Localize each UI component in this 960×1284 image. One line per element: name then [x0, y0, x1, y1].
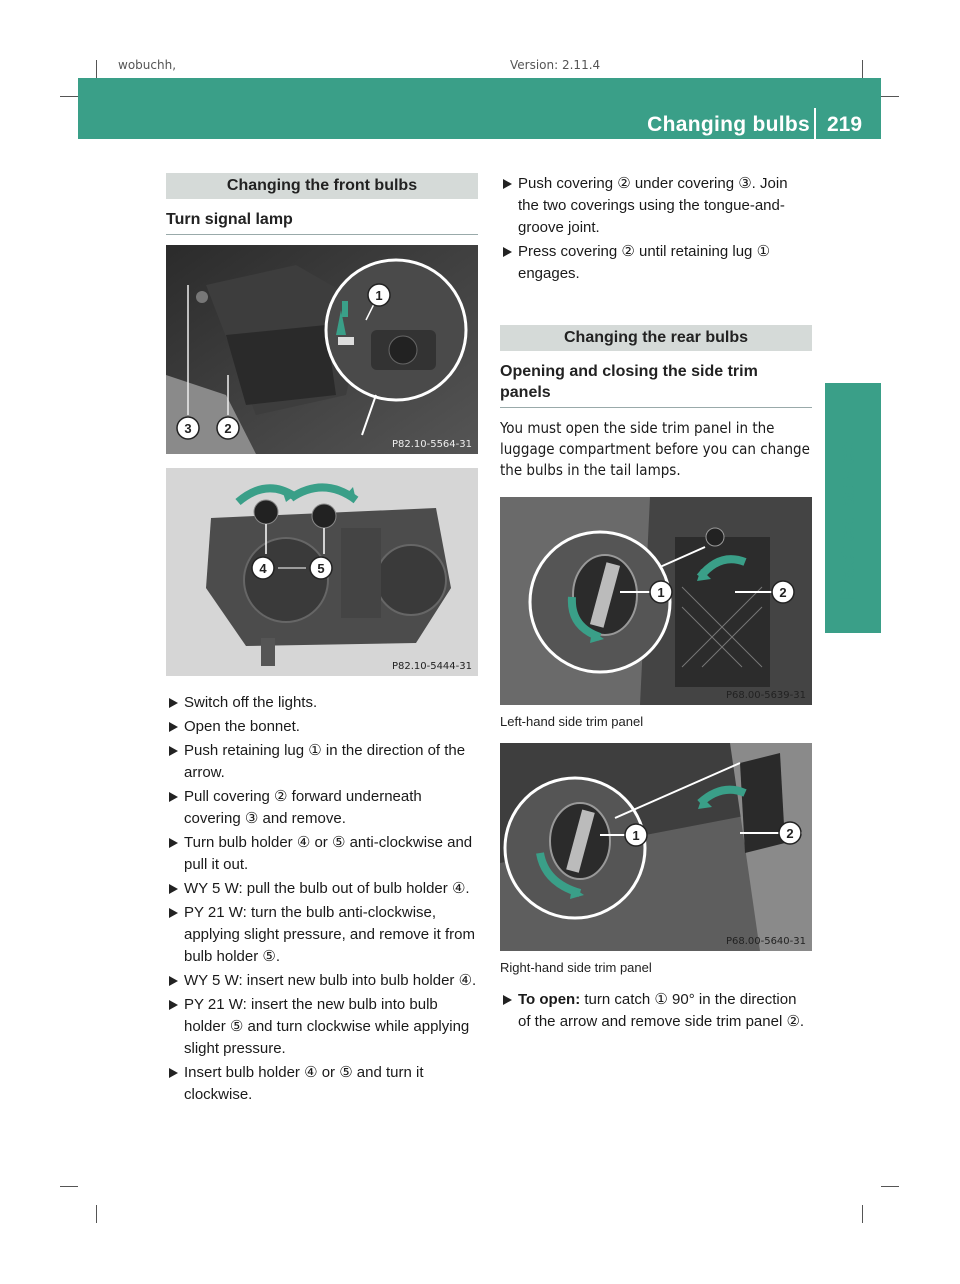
step-text: turn catch ① 90° in the direction of the arrow and remove side trim panel ②. — [518, 991, 805, 1030]
step-item: Push covering ② under covering ③. Join the two coverings using the tongue-and-groove joint. — [500, 173, 812, 239]
step-item: Press covering ② until retaining lug ① engages. — [500, 241, 812, 285]
callout-1: 1 — [632, 828, 640, 843]
open-trim-steps — [500, 989, 812, 1033]
figure-right-trim-panel — [500, 743, 812, 951]
section-heading-rear-bulbs: Changing the rear bulbs — [500, 325, 812, 351]
side-tab-label: Practical advice — [836, 441, 859, 600]
figure-bulb-holders — [166, 468, 478, 676]
print-meta-left: wobuchh, — [118, 58, 177, 72]
step-label: To open: — [518, 991, 581, 1008]
engine-bay-illustration — [166, 245, 478, 454]
figure-retaining-lug — [166, 245, 478, 454]
step-item: PY 21 W: insert the new bulb into bulb holder ⑤ and turn clockwise while applying slight pressure. — [166, 994, 478, 1060]
front-bulb-steps — [166, 692, 478, 1106]
intro-paragraph: You must open the side trim panel in the luggage compartment before you can change the bulbs in the tail lamps. — [500, 419, 810, 479]
step-item: PY 21 W: turn the bulb anti-clockwise, applying slight pressure, and remove it from bulb holder ⑤. — [166, 902, 478, 968]
step-item: Insert bulb holder ④ or ⑤ and turn it clockwise. — [166, 1062, 478, 1106]
crop-mark — [60, 1186, 78, 1187]
figure-code: P68.00-5640-31 — [725, 936, 806, 947]
crop-mark — [862, 60, 863, 78]
figure-left-trim-panel — [500, 497, 812, 705]
section-heading-front-bulbs: Changing the front bulbs — [166, 173, 478, 199]
crop-mark — [96, 60, 97, 78]
step-item: Open the bonnet. — [166, 716, 478, 738]
right-column — [500, 173, 812, 1035]
callout-2: 2 — [786, 826, 794, 841]
subheading-turn-signal: Turn signal lamp — [166, 209, 478, 235]
figure-code: P82.10-5444-31 — [391, 661, 472, 672]
callout-1: 1 — [657, 585, 665, 600]
callout-4: 4 — [259, 561, 267, 576]
header-separator — [814, 108, 816, 139]
figure-code: P68.00-5639-31 — [725, 690, 806, 701]
figure-code: P82.10-5564-31 — [391, 439, 472, 450]
step-item: Push retaining lug ① in the direction of the arrow. — [166, 740, 478, 784]
crop-mark — [96, 1205, 97, 1223]
page-title: Changing bulbs — [647, 113, 810, 136]
step-item: Turn bulb holder ④ or ⑤ anti-clockwise and pull it out. — [166, 832, 478, 876]
crop-mark — [862, 1205, 863, 1223]
crop-mark — [60, 96, 78, 97]
callout-1: 1 — [375, 288, 383, 303]
covering-steps — [500, 173, 812, 285]
left-trim-illustration — [500, 497, 812, 705]
figure-caption-left: Left-hand side trim panel — [500, 714, 644, 729]
figure-caption-right: Right-hand side trim panel — [500, 960, 652, 975]
print-meta-center: Version: 2.11.4 — [510, 58, 601, 72]
step-item: WY 5 W: pull the bulb out of bulb holder ④. — [166, 878, 478, 900]
callout-3: 3 — [184, 421, 192, 436]
step-item: Pull covering ② forward underneath covering ③ and remove. — [166, 786, 478, 830]
step-item: WY 5 W: insert new bulb into bulb holder ④. — [166, 970, 478, 992]
callout-5: 5 — [317, 561, 325, 576]
headlamp-illustration — [166, 468, 478, 676]
callout-2: 2 — [779, 585, 787, 600]
callout-2: 2 — [224, 421, 232, 436]
crop-mark — [881, 96, 899, 97]
step-item: Switch off the lights. — [166, 692, 478, 714]
subheading-side-trim: Opening and closing the side trim panels — [500, 361, 812, 408]
crop-mark — [881, 1186, 899, 1187]
right-trim-illustration — [500, 743, 812, 951]
left-column — [166, 173, 478, 1108]
step-item — [500, 989, 812, 1033]
page-number: 219 — [827, 113, 863, 136]
